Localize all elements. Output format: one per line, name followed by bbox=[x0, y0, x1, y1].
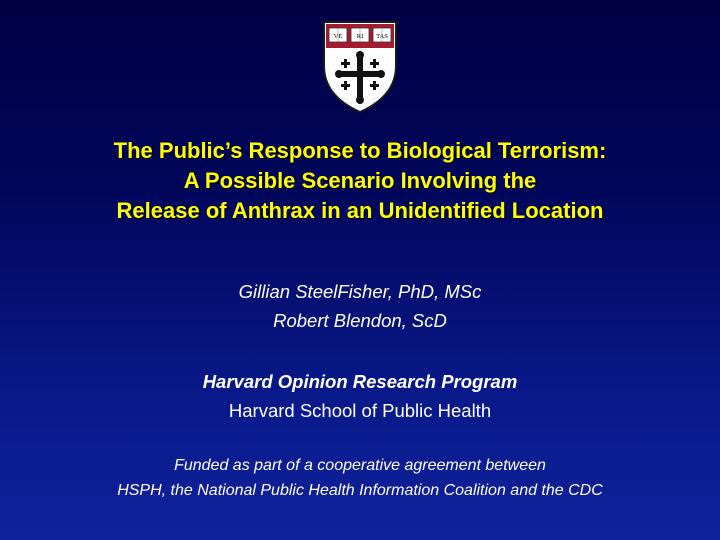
author-1: Gillian SteelFisher, PhD, MSc bbox=[238, 281, 482, 302]
funding-note bbox=[0, 453, 720, 503]
organization-block bbox=[0, 367, 720, 425]
authors-block bbox=[0, 277, 720, 335]
school-name: Harvard School of Public Health bbox=[228, 400, 492, 421]
funding-line-2: HSPH, the National Public Health Information Coalition and the CDC bbox=[117, 482, 603, 499]
harvard-shield-icon bbox=[320, 18, 400, 114]
title-line-1: The Public’s Response to Biological Terrorism: bbox=[113, 138, 607, 163]
book-tas-text: TAS bbox=[376, 33, 388, 40]
program-name: Harvard Opinion Research Program bbox=[202, 371, 518, 392]
author-2: Robert Blendon, ScD bbox=[273, 310, 447, 331]
books-icon bbox=[329, 28, 391, 42]
funding-line-1: Funded as part of a cooperative agreement between bbox=[174, 457, 546, 474]
book-ve-text: VE bbox=[333, 33, 343, 40]
title-line-3: Release of Anthrax in an Unidentified Location bbox=[116, 198, 604, 223]
book-ri-text: RI bbox=[356, 33, 364, 40]
slide-title bbox=[0, 136, 720, 226]
title-line-2: A Possible Scenario Involving the bbox=[183, 168, 537, 193]
shield-graphic bbox=[320, 18, 400, 114]
